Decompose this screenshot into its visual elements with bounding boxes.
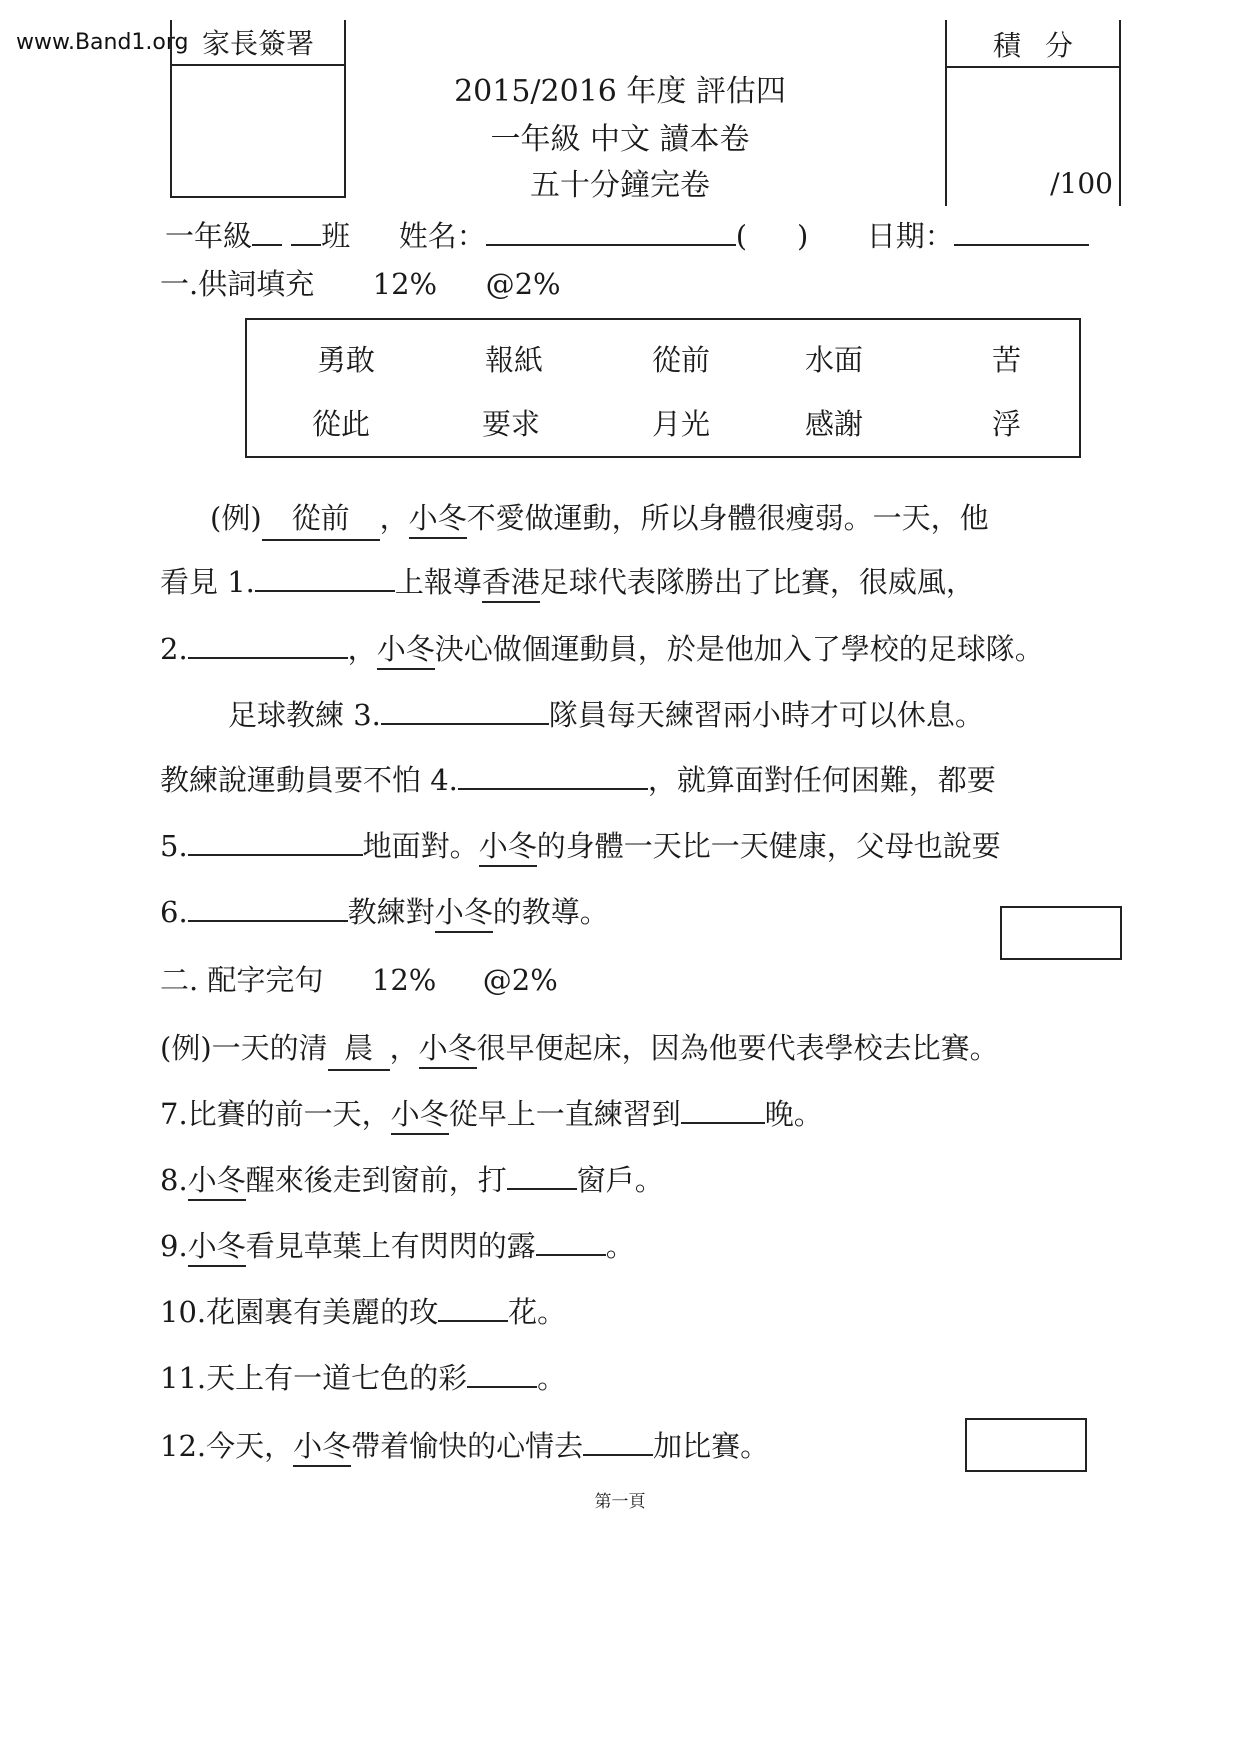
word-bank-item: 從此 (312, 407, 371, 441)
date-field[interactable] (954, 216, 1089, 246)
section2-mark-box (965, 1418, 1087, 1472)
student-info-line (165, 214, 1089, 255)
q1-text: 上報導 (394, 565, 482, 599)
q2-text: ， (347, 632, 377, 666)
q8-text: 窗戶。 (576, 1163, 664, 1197)
q7-text: 從早上一直練習到 (448, 1097, 681, 1131)
q8-answer-blank[interactable] (507, 1160, 577, 1190)
q9-text: 看見草葉上有閃閃的露 (245, 1229, 536, 1263)
name-label: 姓名： (398, 219, 486, 253)
question-8 (160, 1158, 664, 1199)
date-label: 日期： (866, 219, 954, 253)
s2-example-name: 小冬 (419, 1031, 477, 1069)
q12-text: 12.今天， (160, 1429, 294, 1463)
q7-name: 小冬 (391, 1097, 449, 1135)
q5-answer-blank[interactable] (188, 826, 363, 856)
word-bank-item: 苦 (992, 343, 1022, 377)
question-9 (160, 1224, 635, 1265)
q2-text: 決心做個運動員，於是他加入了學校的足球隊。 (434, 632, 1044, 666)
s2-example-text: 很早便起床，因為他要代表學校去比賽。 (476, 1031, 999, 1065)
class-blank[interactable] (252, 216, 282, 246)
q11-answer-blank[interactable] (467, 1358, 537, 1388)
q9-name: 小冬 (188, 1229, 246, 1267)
word-bank-item: 浮 (992, 407, 1022, 441)
word-bank-item: 報紙 (485, 343, 544, 377)
q5-label: 5. (160, 829, 188, 863)
paren-close: ) (797, 219, 809, 253)
example-prefix: (例) (210, 501, 262, 535)
q3-text: 隊員每天練習兩小時才可以休息。 (548, 698, 984, 732)
name-field[interactable] (486, 216, 736, 246)
page-number: 第一頁 (594, 1492, 646, 1512)
exam-title-year: 2015/2016 年度 評估四 (454, 74, 786, 109)
word-bank-item: 勇敢 (317, 343, 376, 377)
paren-open: ( (735, 219, 748, 253)
word-bank-item: 感謝 (805, 407, 864, 441)
section2-example (160, 1026, 999, 1071)
q5-name: 小冬 (479, 829, 537, 867)
q11-text: 。 (537, 1361, 567, 1395)
q7-answer-blank[interactable] (681, 1094, 765, 1124)
q2-name: 小冬 (377, 632, 435, 670)
q10-text: 10.花園裏有美麗的玫 (160, 1295, 439, 1329)
section1-each: @2% (485, 267, 561, 301)
section1-title: 一.供詞填充 (160, 267, 315, 301)
word-bank-item: 要求 (482, 407, 541, 441)
q6-label: 6. (160, 895, 188, 929)
example-answer: 從前 (262, 496, 380, 541)
question-1 (160, 560, 975, 601)
q12-name: 小冬 (293, 1429, 351, 1467)
q1-text: 足球代表隊勝出了比賽，很威風， (539, 565, 975, 599)
question-2 (160, 627, 1044, 668)
q3-answer-blank[interactable] (381, 695, 549, 725)
q3-label: 足球教練 3. (228, 698, 381, 732)
q8-text: 醒來後走到窗前，打 (245, 1163, 507, 1197)
q2-label: 2. (160, 632, 188, 666)
example-text: ， (379, 501, 409, 535)
q9-answer-blank[interactable] (536, 1226, 606, 1256)
q11-text: 11.天上有一道七色的彩 (160, 1361, 468, 1395)
s2-example-answer: 晨 (328, 1026, 390, 1071)
class-blank-2[interactable] (291, 216, 321, 246)
q10-answer-blank[interactable] (438, 1292, 508, 1322)
section1-mark-box (1000, 906, 1122, 960)
q5-text: 的身體一天比一天健康，父母也說要 (536, 829, 1001, 863)
q7-text: 晚。 (764, 1097, 823, 1131)
question-11 (160, 1356, 566, 1397)
example-text: 不愛做運動，所以身體很瘦弱。一天，他 (466, 501, 989, 535)
question-3 (228, 693, 984, 734)
signature-label: 家長簽署 (172, 24, 344, 66)
grade-label: 一年級 (165, 219, 253, 253)
q6-answer-blank[interactable] (188, 892, 348, 922)
q6-text: 教練對 (347, 895, 435, 929)
q4-label: 教練說運動員要不怕 4. (160, 763, 458, 797)
word-bank-item: 月光 (652, 407, 711, 441)
s2-example-text: ， (389, 1031, 419, 1065)
score-total: /100 (1050, 167, 1113, 200)
example-name: 小冬 (409, 501, 467, 539)
question-6 (160, 890, 609, 931)
question-12 (160, 1424, 769, 1465)
q9-label: 9. (160, 1229, 188, 1263)
q12-answer-blank[interactable] (583, 1426, 653, 1456)
word-bank-item: 水面 (805, 343, 864, 377)
word-bank-item: 從前 (652, 343, 711, 377)
section2-each: @2% (482, 963, 558, 997)
q12-text: 加比賽。 (653, 1429, 770, 1463)
q12-text: 帶着愉快的心情去 (351, 1429, 584, 1463)
class-label: 班 (321, 219, 351, 253)
q1-place: 香港 (482, 565, 540, 603)
section1-score: 12% (372, 267, 438, 301)
s2-example-text: (例)一天的清 (160, 1031, 328, 1065)
q5-text: 地面對。 (362, 829, 479, 863)
q6-text: 的教導。 (492, 895, 609, 929)
q6-name: 小冬 (435, 895, 493, 933)
question-4 (160, 758, 996, 799)
exam-title-duration: 五十分鐘完卷 (530, 168, 710, 203)
q7-text: 7.比賽的前一天， (160, 1097, 391, 1131)
q8-label: 8. (160, 1163, 188, 1197)
q10-text: 花。 (508, 1295, 567, 1329)
section2-heading (160, 958, 558, 999)
q1-label: 看見 1. (160, 565, 255, 599)
exam-title-subject: 一年級 中文 讀本卷 (490, 122, 750, 157)
word-bank (245, 318, 1081, 458)
section1-heading (160, 262, 561, 303)
q2-answer-blank[interactable] (188, 629, 348, 659)
q4-text: ，就算面對任何困難，都要 (647, 763, 996, 797)
q4-answer-blank[interactable] (458, 760, 648, 790)
section2-score: 12% (371, 963, 437, 997)
question-5 (160, 824, 1001, 865)
question-7 (160, 1092, 823, 1133)
watermark-text: www.Band1.org (12, 30, 193, 55)
q8-name: 小冬 (188, 1163, 246, 1201)
score-label: 積分 (947, 26, 1119, 68)
q1-answer-blank[interactable] (255, 562, 395, 592)
section2-title: 二. 配字完句 (160, 963, 324, 997)
section1-example (210, 496, 989, 541)
question-10 (160, 1290, 566, 1331)
q9-text: 。 (605, 1229, 635, 1263)
